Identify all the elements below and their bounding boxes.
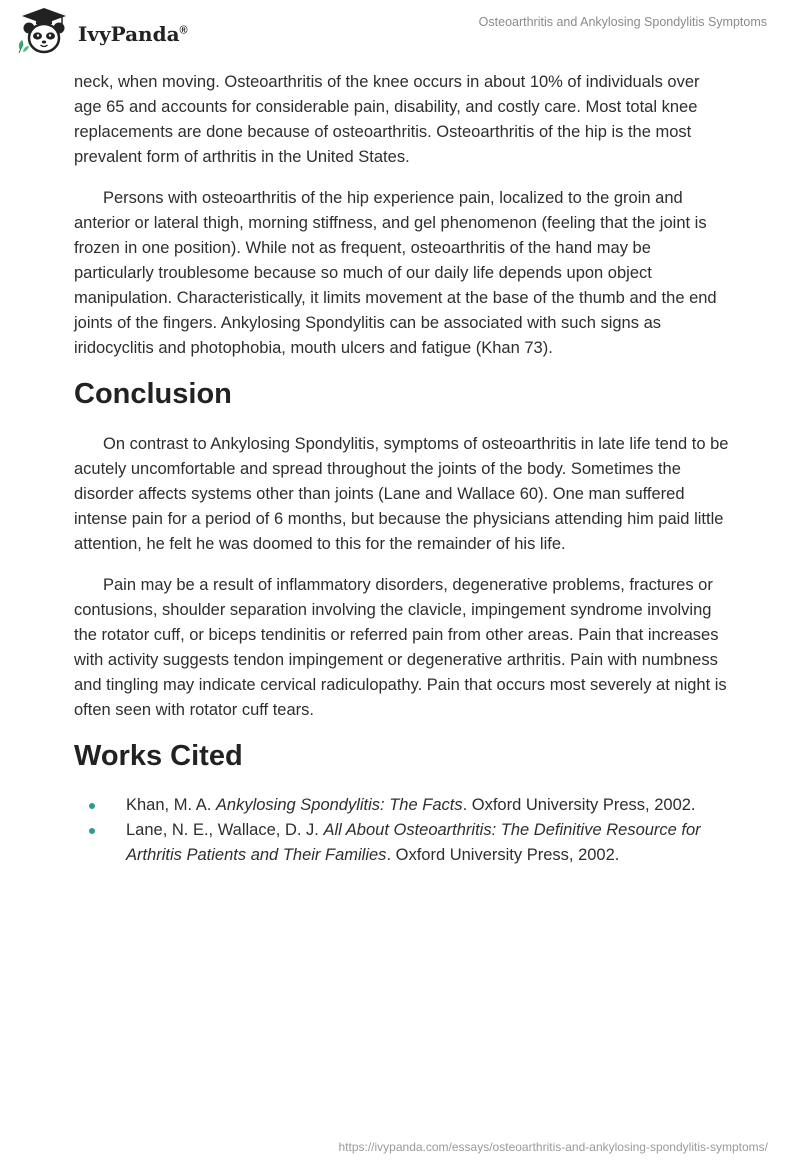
bullet-icon bbox=[89, 803, 95, 809]
source-url[interactable]: https://ivypanda.com/essays/osteoarthritis-and-ankylosing-spondylitis-symptoms/ bbox=[338, 1140, 768, 1154]
citation-authors: Lane, N. E., Wallace, D. J. bbox=[126, 821, 324, 839]
ivypanda-logo[interactable] bbox=[14, 6, 188, 58]
panda-graduate-icon bbox=[14, 6, 76, 58]
document-title: Osteoarthritis and Ankylosing Spondylitis Symptoms bbox=[478, 15, 767, 29]
paragraph-continuation: neck, when moving. Osteoarthritis of the knee occurs in about 10% of individuals over age 65 and accounts for considerable pain, disability, and costly care. Most total knee replacements are done because of osteoarthritis. Osteoarthritis of the hip is the most prevalent form of arthritis in the United States. bbox=[74, 73, 700, 166]
citation-title: All About Osteoarthritis: The Definitive Resource for Arthritis Patients and Their Families bbox=[126, 821, 701, 864]
citation-title: Ankylosing Spondylitis: The Facts bbox=[215, 796, 463, 814]
citation-publisher: . Oxford University Press, 2002. bbox=[386, 846, 620, 864]
page-header bbox=[0, 0, 800, 70]
registered-mark: ® bbox=[179, 24, 188, 37]
citation-authors: Khan, M. A. bbox=[126, 796, 216, 814]
works-cited-list bbox=[74, 793, 730, 868]
citation-item bbox=[74, 793, 730, 818]
essay-content bbox=[74, 70, 730, 868]
citation-publisher: . Oxford University Press, 2002. bbox=[462, 796, 696, 814]
bullet-icon bbox=[89, 828, 95, 834]
citation-item bbox=[74, 818, 730, 868]
conclusion-heading: Conclusion bbox=[74, 378, 232, 410]
paragraph-conclusion-2: Pain may be a result of inflammatory disorders, degenerative problems, fractures or contusions, shoulder separation involving the clavicle, impingement syndrome involving the rotator cuff, or biceps tendinitis or referred pain from other areas. Pain that increases with activity suggests tendon impingement or degenerative arthritis. Pain with numbness and tingling may indicate cervical radiculopathy. Pain that occurs most severely at night is often seen with rotator cuff tears. bbox=[74, 576, 727, 719]
paragraph-conclusion-1: On contrast to Ankylosing Spondylitis, symptoms of osteoarthritis in late life tend to be acutely uncomfortable and spread throughout the joints of the body. Sometimes the disorder affects systems other than joints (Lane and Wallace 60). One man suffered intense pain for a period of 6 months, but because the physicians attending him paid little attention, he felt he was doomed to this for the remainder of his life. bbox=[74, 435, 729, 553]
brand-name: IvyPanda® bbox=[78, 22, 188, 46]
paragraph-hip-hand: Persons with osteoarthritis of the hip experience pain, localized to the groin and anterior or lateral thigh, morning stiffness, and gel phenomenon (feeling that the joint is frozen in one position). While not as frequent, osteoarthritis of the hand may be particularly troublesome because so much of our daily life depends upon object manipulation. Characteristically, it limits movement at the base of the thumb and the end joints of the fingers. Ankylosing Spondylitis can be associated with such signs as iridocyclitis and photophobia, mouth ulcers and fatigue (Khan 73). bbox=[74, 189, 717, 357]
works-cited-heading: Works Cited bbox=[74, 740, 243, 772]
